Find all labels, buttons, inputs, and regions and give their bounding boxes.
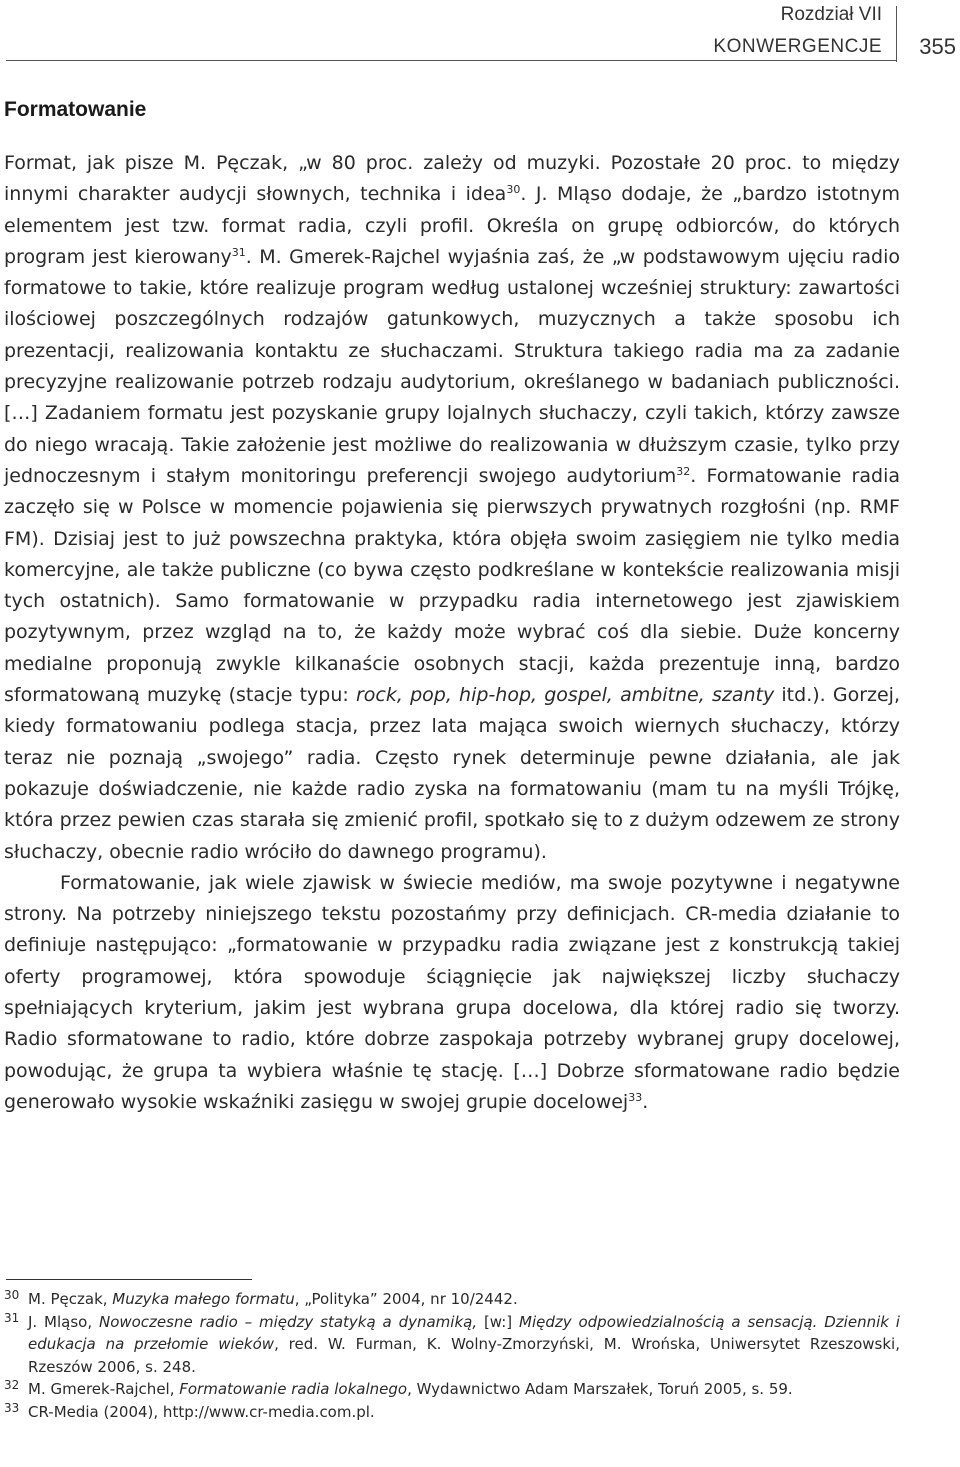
- footnote-text: M. Pęczak,: [28, 1290, 113, 1308]
- text-run: .: [642, 1090, 649, 1113]
- footnote-ref[interactable]: 33: [628, 1090, 643, 1104]
- footnote-number: 32: [4, 1378, 20, 1392]
- footnote-text: J. Mląso,: [28, 1312, 99, 1331]
- chapter-label: Rozdział VII: [780, 4, 882, 25]
- section-title: Formatowanie: [4, 98, 147, 121]
- footnote-text: [w:]: [477, 1312, 520, 1331]
- footnote-number: 31: [4, 1310, 20, 1325]
- footnote-text[interactable]: CR-Media (2004), http://www.cr-media.com.pl.: [28, 1402, 375, 1421]
- footnote-number: 33: [4, 1400, 20, 1415]
- footnote: [4, 1378, 900, 1401]
- footnote-separator: [6, 1279, 252, 1280]
- text-run: . M. Gmerek-Rajchel wyjaśnia zaś, że „w podstawowym ujęciu radio formatowe to takie, które realizuje program według ustalonej wcześniej struktury: zawartości ilościowej poszczególnych rodzajów gatunkowych, muzycznych a także sposobu ich prezentacji, realizowania kontaktu ze słuchaczami. Struktura takiego radia ma za zadanie precyzyjne realizowanie potrzeb rodzaju audytorium, określanego w badaniach publiczności. […] Zadaniem formatu jest pozyskanie grupy lojalnych słuchaczy, czyli takich, którzy zawsze do niego wracają. Takie założenie jest możliwe do realizowania w dłuższym czasie, tylko przy jednoczesnym i stałym monitoringu preferencji swojego audytorium: [4, 245, 900, 487]
- footnote-ref[interactable]: 32: [676, 464, 691, 478]
- footnote: [4, 1311, 900, 1379]
- paragraph: [4, 148, 900, 868]
- text-run: Format, jak pisze M. Pęczak, „w 80 proc. zależy od muzyki. Pozostałe 20 proc. to między innymi charakter audycji słownych, technika i idea: [4, 152, 900, 206]
- footnote-text: , Wydawnictwo Adam Marszałek, Toruń 2005, s. 59.: [407, 1380, 793, 1398]
- footnote-ref[interactable]: 31: [231, 245, 246, 259]
- paragraph: [4, 868, 900, 1118]
- footnote-title: Między odpowiedzialnością a sensacją. Dziennik i edukacja na przełomie wieków: [28, 1312, 900, 1353]
- footnote-title: Muzyka małego formatu: [112, 1290, 295, 1308]
- header-divider: [896, 6, 897, 62]
- footnote: [4, 1288, 900, 1311]
- body-text: [4, 148, 900, 1118]
- page-number: 355: [919, 34, 956, 59]
- footnote-text: , „Polityka” 2004, nr 10/2442.: [294, 1290, 518, 1308]
- chapter-title: KONWERGENCJE: [713, 36, 882, 57]
- footnote-text: , red. W. Furman, K. Wolny-Zmorzyński, M. Wrońska, Uniwersytet Rzeszowski, Rzeszów 2006, s. 248.: [28, 1335, 900, 1376]
- running-header: [0, 0, 960, 70]
- text-run: Formatowanie, jak wiele zjawisk w świecie mediów, ma swoje pozytywne i negatywne strony. Na potrzeby niniejszego tekstu pozostańmy przy definicjach. CR-media działanie to definiuje następująco: „formatowanie w przypadku radia związane jest z konstrukcją takiej oferty programowej, która spowoduje ściągnięcie jak największej liczby słuchaczy spełniających kryterium, jakim jest wybrana grupa docelowa, dla której radio się tworzy. Radio sformatowane to radio, które dobrze zaspokaja potrzeby wybranej grupy docelowej, powodując, że grupa ta wybiera właśnie tę stację. […] Dobrze sformatowane radio będzie generowało wysokie wskaźniki zasięgu w swojej grupie docelowej: [4, 871, 900, 1113]
- footnote-title: Nowoczesne radio – między statyką a dynamiką,: [98, 1312, 478, 1331]
- footnotes: [4, 1288, 900, 1423]
- text-run: itd.). Gorzej, kiedy formatowaniu podlega stacja, przez lata mająca swoich wiernych słuchaczy, którzy teraz nie poznają „swojego” radia. Często rynek determinuje pewne działania, ale jak pokazuje doświadczenie, nie każde radio zyska na formatowaniu (mam tu na myśli Trójkę, która przez pewien czas starała się zmienić profil, spotkało się to z dużym odzewem ze strony słuchaczy, obecnie radio wróciło do dawnego programu).: [4, 684, 900, 863]
- footnote-ref[interactable]: 30: [506, 183, 521, 197]
- footnote: [4, 1401, 900, 1424]
- text-run: . Formatowanie radia zaczęło się w Polsce w momencie pojawienia się pierwszych prywatnych rozgłośni (np. RMF FM). Dzisiaj jest to już powszechna praktyka, która objęła swoim zasięgiem nie tylko media komercyjne, ale także publiczne (co bywa często podkreślane w kontekście realizowania misji tych ostatnich). Samo formatowanie w przypadku radia internetowego jest zjawiskiem pozytywnym, przez wzgląd na to, że każdy może wybrać coś dla siebie. Duże koncerny medialne proponują zwykle kilkanaście osobnych stacji, każda prezentuje inną, bardzo sformatowaną muzykę (stacje typu:: [4, 464, 900, 707]
- header-rule: [6, 60, 896, 61]
- footnote-number: 30: [4, 1288, 20, 1302]
- footnote-text: M. Gmerek-Rajchel,: [28, 1380, 180, 1398]
- genre-list: rock, pop, hip-hop, gospel, ambitne, szanty: [355, 684, 775, 707]
- text-run: . J. Mląso dodaje, że „bardzo istotnym elementem jest tzw. format radia, czyli profil. Określa on grupę odbiorców, do których program jest kierowany: [4, 183, 900, 268]
- footnote-title: Formatowanie radia lokalnego: [179, 1380, 408, 1398]
